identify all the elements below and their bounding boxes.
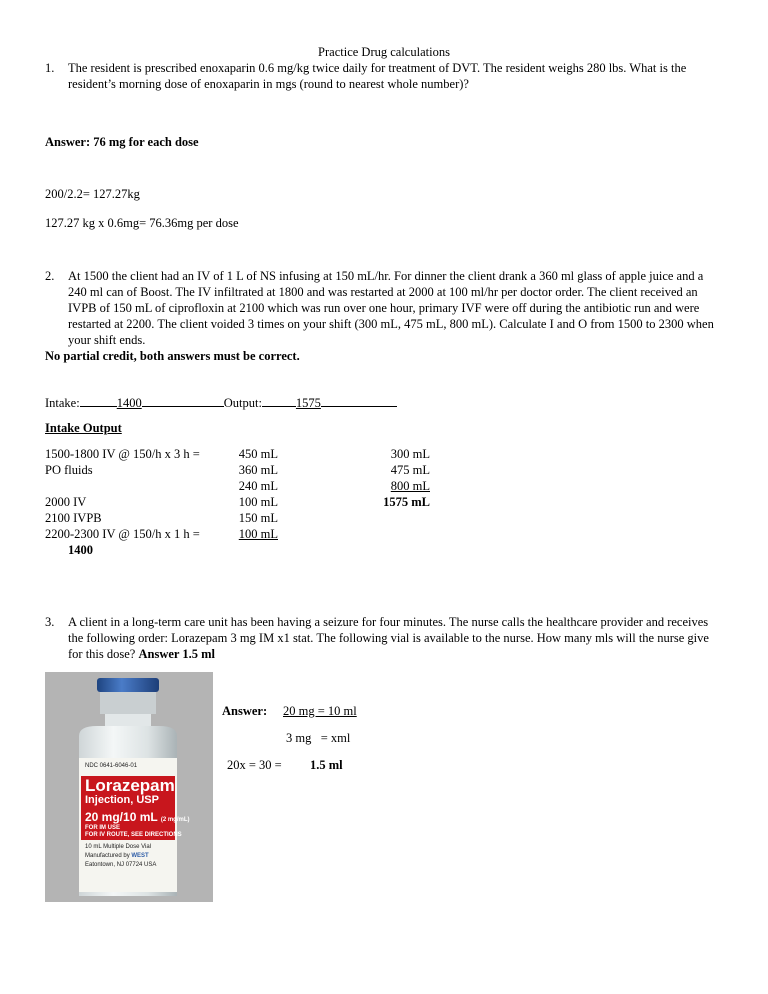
intake-label: Intake: — [45, 396, 80, 410]
vial-strength-small: (2 mg/mL) — [160, 817, 190, 823]
vial-form: Injection, USP — [85, 794, 159, 806]
vial-line-4 — [85, 852, 149, 860]
q3-result: 1.5 ml — [310, 758, 343, 772]
intake-row-value: 100 mL — [238, 495, 278, 509]
vial-strength-main: 20 mg/10 mL — [85, 810, 158, 824]
output-total: 1575 mL — [383, 495, 430, 509]
intake-total: 1400 — [68, 543, 93, 557]
output-row-value: 800 mL — [390, 479, 430, 493]
lorazepam-vial-image — [45, 672, 213, 902]
q1-answer: Answer: 76 mg for each dose — [45, 135, 199, 149]
q3-ratio-1: 20 mg = 10 ml — [283, 704, 357, 718]
intake-row-label: 1500-1800 IV @ 150/h x 3 h = — [45, 447, 200, 461]
intake-value: 1400 — [116, 396, 142, 410]
intake-row-label: 2200-2300 IV @ 150/h x 1 h = — [45, 527, 200, 541]
vial-name: Lorazepam — [85, 776, 175, 795]
intake-row-value: 150 mL — [238, 511, 278, 525]
q2-note: No partial credit, both answers must be correct. — [45, 349, 300, 363]
intake-row-value: 360 mL — [238, 463, 278, 477]
q3-number: 3. — [45, 615, 55, 629]
vial-crimp — [100, 692, 156, 714]
q3-text-body: A client in a long-term care unit has been having a seizure for four minutes. The nurse calls the healthcare provider and receives the following order: Lorazepam 3 mg IM x1 stat. The following vial is available to the nurse. How many mls will the nurse give for this dose? — [68, 615, 709, 661]
output-row-value: 300 mL — [390, 447, 430, 461]
q2-number: 2. — [45, 269, 55, 283]
q2-text: At 1500 the client had an IV of 1 L of NS infusing at 150 mL/hr. For dinner the client drank a 360 ml glass of apple juice and a 240 ml can of Boost. The IV infiltrated at 1800 and was restarted at 2000 at 100 ml/hr per doctor order. The client received an IVPB of 150 mL of ciprofloxin at 2100 which was run over one hour, primary IVF were off during the antibiotic run and were restarted at 2200. The client voided 3 times on your shift (300 mL, 475 mL, 800 mL). Calculate I and O from 1500 to 2300 when your shift ends. — [68, 269, 714, 347]
output-row-value: 475 mL — [390, 463, 430, 477]
q3-text — [68, 614, 720, 662]
output-value: 1575 — [295, 396, 321, 410]
q3-answer-label: Answer: — [222, 704, 268, 718]
q3-equation: 20x = 30 = — [227, 758, 282, 772]
q1-number: 1. — [45, 61, 55, 75]
vial-line-2: FOR IV ROUTE, SEE DIRECTIONS — [85, 832, 182, 838]
intake-row-label: 2100 IVPB — [45, 511, 102, 525]
q1-text: The resident is prescribed enoxaparin 0.6 mg/kg twice daily for treatment of DVT. The resident weighs 280 lbs. What is the resident’s morning dose of enoxaparin in mgs (round to nearest whole number)? — [68, 61, 687, 91]
q3-ratio-2: 3 mg = xml — [286, 731, 351, 745]
vial-line-1: FOR IM USE — [85, 825, 121, 831]
vial-ndc: NDC 0641-6046-01 — [85, 763, 138, 769]
vial-line-5: Eatontown, NJ 07724 USA — [85, 862, 157, 868]
q1-calc-1: 200/2.2= 127.27kg — [45, 187, 140, 201]
page-title: Practice Drug calculations — [318, 45, 450, 59]
vial-brand: WEST — [131, 853, 149, 859]
output-label: Output: — [223, 396, 262, 410]
q1-calc-2: 127.27 kg x 0.6mg= 76.36mg per dose — [45, 216, 239, 230]
io-table-header: Intake Output — [45, 421, 122, 435]
vial-manufacturer-label: Manufactured by — [85, 853, 130, 859]
intake-row-label: 2000 IV — [45, 495, 87, 509]
intake-row-value: 240 mL — [238, 479, 278, 493]
intake-output-line — [45, 394, 397, 411]
vial-line-3: 10 mL Multiple Dose Vial — [85, 844, 152, 850]
vial-cap — [97, 678, 159, 692]
intake-row-value: 100 mL — [238, 527, 278, 541]
intake-row-value: 450 mL — [238, 447, 278, 461]
q3-text-answer: Answer 1.5 ml — [138, 647, 215, 661]
intake-row-label: PO fluids — [45, 463, 93, 477]
